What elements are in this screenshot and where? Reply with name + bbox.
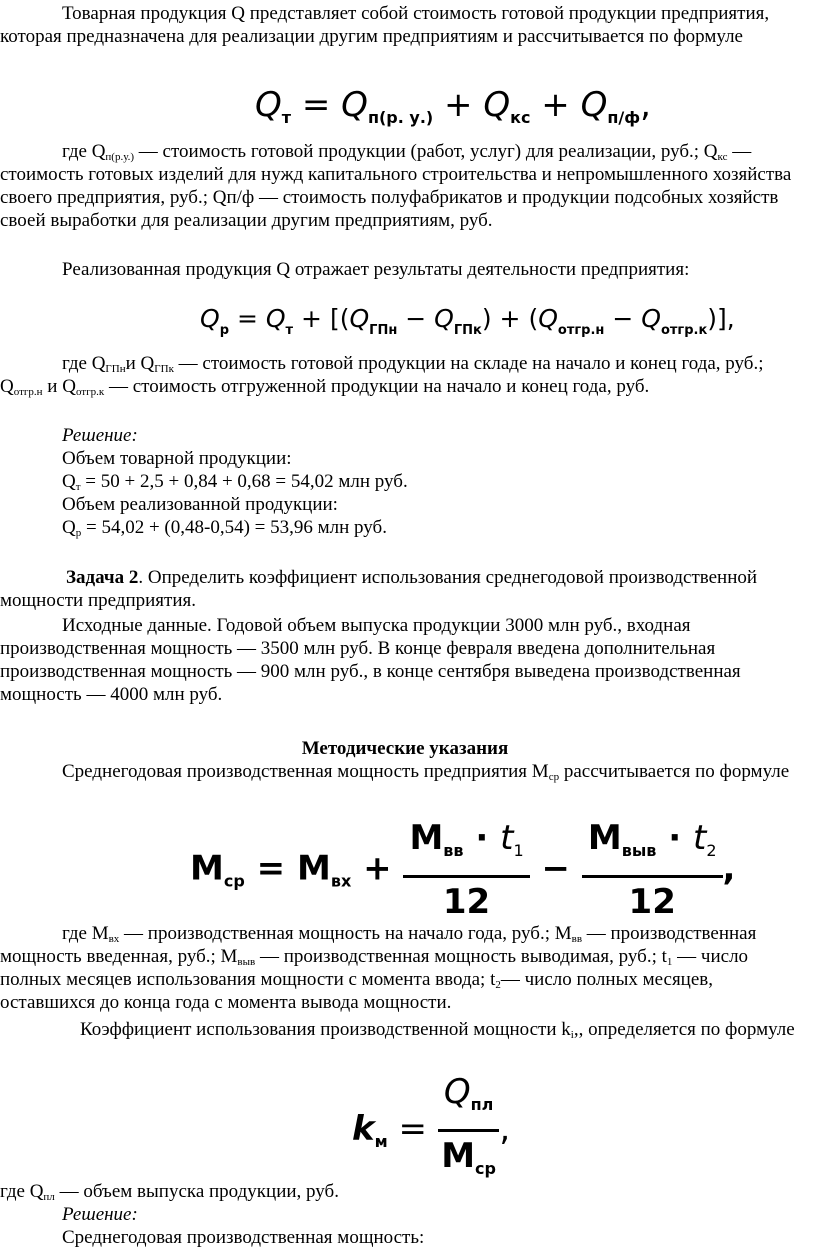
formula-utilization: $k_м$ = $\frac{Q_{пл}}{М_{ср}}$ , xyxy=(352,1072,510,1189)
solution-line: Объем реализованной продукции: xyxy=(62,494,338,515)
fraction-decommissioned: $\frac{М_{выв} \cdot t_2}{12}$ xyxy=(582,818,723,922)
solution-line: $Q_т = 50 + 2,5 + 0,84 + 0,68 = 54,02$ млн руб. xyxy=(62,471,408,493)
solution-line: Объем товарной продукции: xyxy=(62,448,292,469)
solution-heading: Решение: xyxy=(62,425,138,446)
task-2-statement: Задача 2. Определить коэффициент использования среднегодовой производственной мощности предприятия. xyxy=(0,567,758,611)
solution-line: $Q_р = 54,02 + (0,48-0,54) = 53,96$ млн руб. xyxy=(62,517,387,539)
method-heading: Методические указания xyxy=(301,738,509,759)
paragraph-utilization-coefficient: Коэффициент использования производственной мощности $k_i$,, определяется по формуле xyxy=(80,1019,795,1041)
task-2-label: Задача 2 xyxy=(66,567,139,588)
solution-line: Среднегодовая производственная мощность: xyxy=(62,1227,425,1248)
solution-block-2 xyxy=(0,1203,816,1249)
paragraph-definitions-2: где $Q_{ГПн}и$ $Q_{ГПк}$ — стоимость готовой продукции на складе на начало и конец года, руб.; $Q_{отгр.н}$ и $Q_{отгр.к}$ — стоимость отгруженной продукции на начало и конец года, руб. xyxy=(0,353,764,398)
formula-commodity-output: $Q_т = Q_{п(р. у.)} + Q_{кс} + Q_{п/ф}$, xyxy=(255,85,651,127)
paragraph-commodity-output: Товарная продукция Q представляет собой стоимость готовой продукции предприятия, которая предназначена для реализации другим предприятиям и рассчитывается по формуле xyxy=(0,3,770,47)
paragraph-sold-output: Реализованная продукция Q отражает результаты деятельности предприятия: xyxy=(62,259,690,280)
paragraph-definitions-1: где $Q_{п(р.у.)}$ — стоимость готовой продукции (работ, услуг) для реализации, руб.; $Q_{кс}$ — стоимость готовых изделий для нужд капитального строительства и непромышленного хозяйства своего предприятия, руб.; Qп/ф — стоимость полуфабрикатов и продукции подсобных хозяйств своей выработки для реализации другим предприятиям, руб. xyxy=(0,141,792,231)
fraction-commissioned: $\frac{М_{вв} \cdot t_1}{12}$ xyxy=(403,818,529,922)
solution-heading: Решение: xyxy=(62,1204,138,1225)
paragraph-definitions-4: где $Q_{пл}$ — объем выпуска продукции, руб. xyxy=(0,1181,339,1203)
formula-sold-output: $Q_р = Q_т + [(Q_{ГПн} - Q_{ГПк}) + (Q_{отгр.н} - Q_{отгр.к})]$, xyxy=(200,304,735,338)
paragraph-definitions-3: где $М_{вх}$ — производственная мощность на начало года, руб.; $М_{вв}$ — производственная мощность введенная, руб.; $М_{выв}$ — производственная мощность выводимая, руб.; $t_1$ — число полных месяцев использования мощности с момента ввода; $t_2—$ число полных месяцев, оставшихся до конца года с момента вывода мощности. xyxy=(0,923,757,1013)
task-2-source-data: Исходные данные. Годовой объем выпуска продукции 3000 млн руб., входная производственная мощность — 3500 млн руб. В конце февраля введена дополнительная производственная мощность — 900 млн руб., в конце сентября выведена производственная мощность — 4000 млн руб. xyxy=(0,615,741,705)
solution-block-1 xyxy=(0,424,816,539)
paragraph-method: Среднегодовая производственная мощность предприятия $М_{ср}$ рассчитывается по формуле xyxy=(62,761,790,783)
fraction-output-capacity: $\frac{Q_{пл}}{М_{ср}}$ xyxy=(438,1072,500,1189)
formula-average-capacity: $М_{ср} = М_{вх}$ + $\frac{М_{вв} \cdot t_1}{12}$ − $\frac{М_{выв} \cdot t_2}{12}$ , xyxy=(190,818,736,922)
